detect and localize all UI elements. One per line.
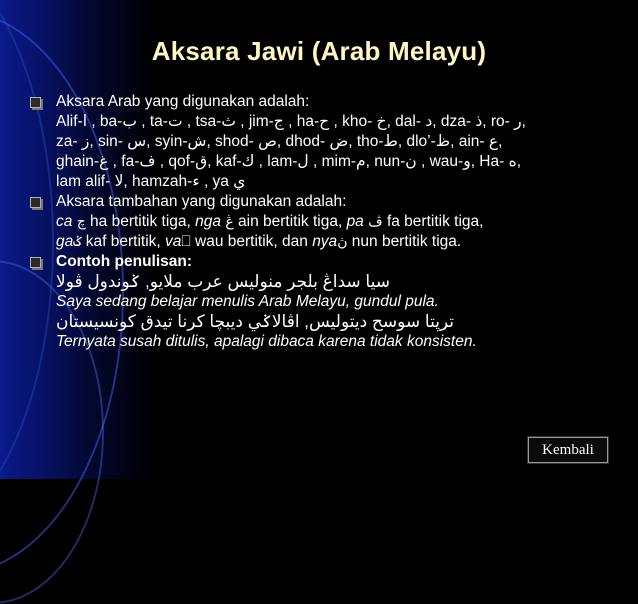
- letter-desc-pa: fa bertitik tiga,: [382, 213, 484, 230]
- section-heading: Aksara Arab yang digunakan adalah:: [56, 93, 310, 110]
- letter-desc-ga: kaf bertitik,: [81, 233, 166, 250]
- letter-name-va: va: [165, 233, 182, 250]
- letter-char-ga: ݢ: [73, 234, 82, 250]
- slide-title: Aksara Jawi (Arab Melayu): [151, 36, 487, 66]
- letter-desc-nga: ain bertitik tiga,: [233, 213, 347, 230]
- jawi-example-text: ترڽتا سوسح ديتوليس, اڤالاݢي ديبچا کرنا تيدق كونسيستان: [56, 312, 455, 331]
- additional-letter-line: [56, 232, 630, 252]
- bullet-square-icon: [30, 197, 41, 208]
- additional-letter-line: [56, 212, 630, 232]
- letter-char-nga: ڠ: [225, 214, 234, 230]
- jawi-example-text: سيا سداڠ بلجر منوليس عرب ملايو, ݢوندول ڤولا: [56, 272, 390, 291]
- bullet-square-icon: [30, 257, 41, 268]
- letter-char-pa: ڤ: [368, 214, 383, 230]
- latin-example-text: Ternyata susah ditulis, apalagi dibaca karena tidak konsisten.: [56, 333, 477, 350]
- bullet-square-icon: [30, 97, 41, 108]
- letter-list-line: za- ز, sin- س, syin-ش, shod- ص, dhod- ض, tho-ط, dlo’-ظ, ain- ع,: [56, 133, 503, 150]
- letter-name-nga: nga: [195, 213, 222, 230]
- letter-name-ca: ca: [56, 213, 73, 230]
- letter-name-nya: nya: [312, 233, 338, 250]
- letter-char-va: ⎕: [181, 233, 191, 250]
- bullet-arabic-letters: [30, 92, 630, 112]
- letter-name-pa: pa: [346, 213, 364, 230]
- section-heading: Aksara tambahan yang digunakan adalah:: [56, 193, 347, 210]
- section-heading: Contoh penulisan:: [56, 253, 193, 270]
- letter-list-line: Alif-ا , ba-ب , ta-ت , tsa-ث , jim-ج , ha-ح , kho- خ, dal- د, dza- ذ, ro- ر,: [56, 113, 526, 130]
- writing-example: [30, 272, 630, 352]
- letter-desc-nya: nun bertitik tiga.: [347, 233, 462, 250]
- arabic-letter-list: [30, 112, 630, 192]
- bullet-additional-letters: [30, 192, 630, 212]
- slide-content: [30, 92, 630, 352]
- letter-list-line: lam alif- لا, hamzah-ء , ya ي: [56, 173, 246, 190]
- letter-char-ca: چ: [76, 214, 86, 230]
- letter-char-nya: ڽ: [337, 234, 348, 250]
- latin-example-text: Saya sedang belajar menulis Arab Melayu, gundul pula.: [56, 293, 439, 310]
- letter-desc-va: wau bertitik, dan: [190, 233, 313, 250]
- letter-desc-ca: ha bertitik tiga,: [85, 213, 196, 230]
- letter-name-ga: ga: [56, 233, 74, 250]
- letter-list-line: ghain-غ , fa-ف , qof-ق, kaf-ك , lam-ل , mim-م, nun-ن , wau-و, Ha- ه,: [56, 153, 522, 170]
- additional-letter-list: [30, 212, 630, 252]
- bullet-writing-example: [30, 252, 630, 272]
- back-button[interactable]: Kembali: [528, 437, 608, 463]
